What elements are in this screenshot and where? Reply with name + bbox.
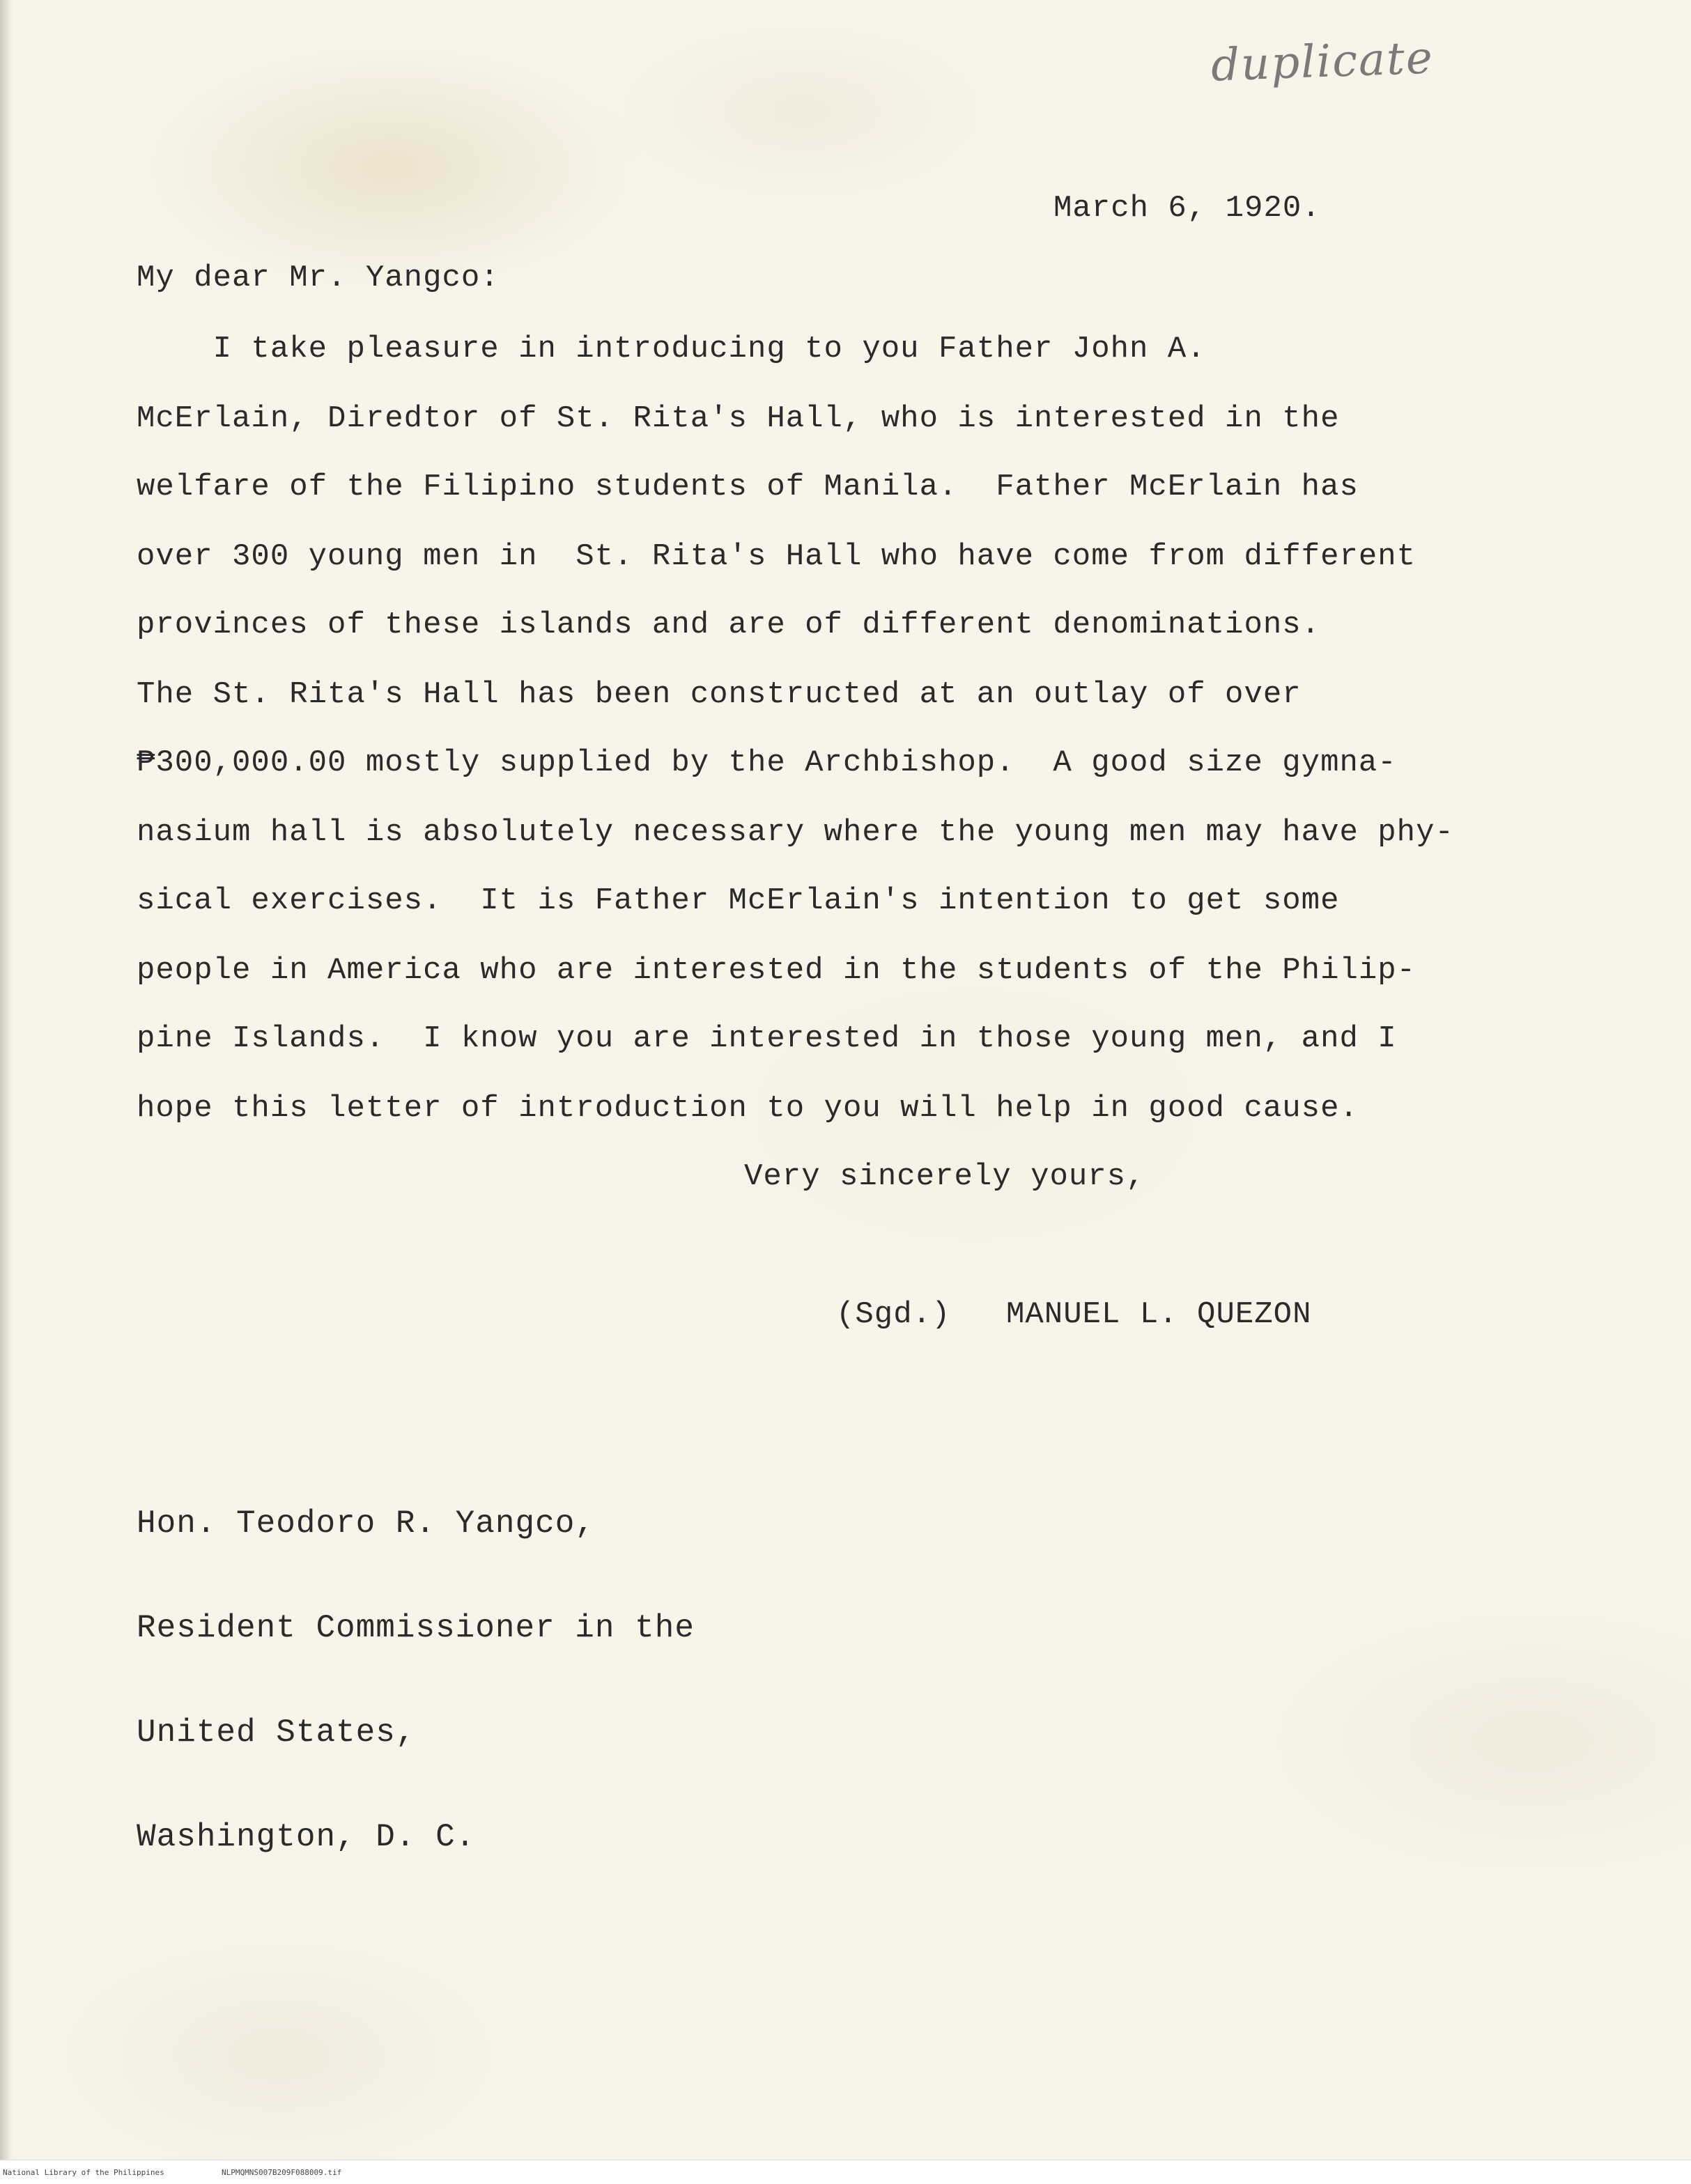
footer-file-id: NLPMQMNS007B209F088009.tif	[222, 2168, 342, 2177]
closing: Very sincerely yours,	[744, 1159, 1145, 1194]
body-line: welfare of the Filipino students of Manila. Father McErlain has	[137, 470, 1359, 504]
body-line: nasium hall is absolutely necessary where the young men may have phy-	[137, 815, 1454, 850]
body-line: McErlain, Diredtor of St. Rita's Hall, who is interested in the	[137, 401, 1340, 436]
salutation: My dear Mr. Yangco:	[137, 261, 500, 295]
body-line: people in America who are interested in the students of the Philip-	[137, 953, 1416, 988]
recipient-address	[137, 1436, 695, 1889]
body-line: sical exercises. It is Father McErlain's intention to get some	[137, 883, 1340, 918]
recipient-line: Resident Commissioner in the	[137, 1610, 695, 1646]
signature-name: MANUEL L. QUEZON	[1006, 1297, 1312, 1332]
body-line: over 300 young men in St. Rita's Hall who have come from different	[137, 539, 1416, 574]
body-line: hope this letter of introduction to you will help in good cause.	[137, 1091, 1359, 1126]
body-line: I take pleasure in introducing to you Father John A.	[137, 332, 1206, 366]
body-line: pine Islands. I know you are interested in those young men, and I	[137, 1021, 1397, 1056]
footer-institution: National Library of the Philippines	[3, 2168, 164, 2177]
signature-mark: (Sgd.)	[836, 1297, 951, 1332]
recipient-line: Hon. Teodoro R. Yangco,	[137, 1505, 595, 1542]
handwritten-annotation: duplicate	[1210, 32, 1435, 92]
body-line: The St. Rita's Hall has been constructed at an outlay of over	[137, 677, 1302, 712]
recipient-line: United States,	[137, 1714, 416, 1751]
recipient-line: Washington, D. C.	[137, 1819, 476, 1855]
letter-date: March 6, 1920.	[1053, 191, 1321, 226]
page-edge-shadow	[0, 0, 13, 2160]
body-line: ₱300,000.00 mostly supplied by the Archbishop. A good size gymna-	[137, 745, 1397, 780]
body-line: provinces of these islands and are of different denominations.	[137, 607, 1321, 642]
